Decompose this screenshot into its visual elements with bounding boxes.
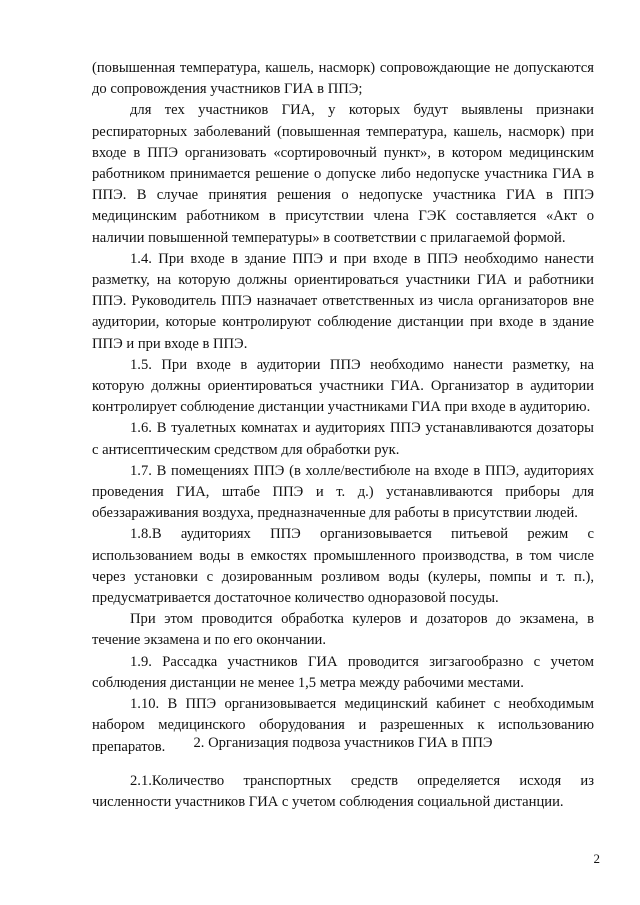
page-number: 2 bbox=[593, 851, 600, 866]
paragraph-2-1: 2.1.Количество транспортных средств определяется исходя из численности участников ГИА с учетом соблюдения социальной дистанции. bbox=[92, 773, 594, 811]
paragraph-1-8: 1.8.В аудиториях ППЭ организовывается питьевой режим с использованием воды в емкостях промышленного производства, в том числе через установки с дозированным розливом воды (кулеры, помпы и т. п.), предусматривается достаточное количество одноразовой посуды. bbox=[92, 526, 594, 607]
paragraph-continuation: (повышенная температура, кашель, насморк) сопровождающие не допускаются до сопровождения участников ГИА в ППЭ; bbox=[92, 60, 594, 98]
paragraph-cooler-processing: При этом проводится обработка кулеров и дозаторов до экзамена, в течение экзамена и по его окончании. bbox=[92, 611, 594, 649]
section-title: 2. Организация подвоза участников ГИА в ППЭ bbox=[193, 735, 493, 751]
body-text bbox=[92, 58, 594, 758]
paragraph-respiratory-sorting: для тех участников ГИА, у которых будут выявлены признаки респираторных заболеваний (повышенная температура, кашель, насморк) при входе в ППЭ организовать «сортировочный пункт», в котором медицинским работником принимается решение о допуске либо недопуске участника ГИА в ППЭ. В случае принятия решения о недопуске участника ГИА в ППЭ медицинским работником в присутствии члена ГЭК составляется «Акт о наличии повышенной температуры» в соответствии с прилагаемой формой. bbox=[92, 102, 594, 246]
paragraph-1-7: 1.7. В помещениях ППЭ (в холле/вестибюле на входе в ППЭ, аудиториях проведения ГИА, штабе ППЭ и т. д.) устанавливаются приборы для обеззараживания воздуха, предназначенные для работы в присутствии людей. bbox=[92, 462, 594, 522]
paragraph-1-4: 1.4. При входе в здание ППЭ и при входе в ППЭ необходимо нанести разметку, на которую должны ориентироваться участники ГИА и работники ППЭ. Руководитель ППЭ назначает ответственных из числа организаторов вне аудитории, которые контролируют соблюдение дистанции при входе в здание ППЭ и при входе в ППЭ. bbox=[92, 250, 594, 352]
paragraph-1-5: 1.5. При входе в аудитории ППЭ необходимо нанести разметку, на которую должны ориентироваться участники ГИА. Организатор в аудитории контролирует соблюдение дистанции участниками ГИА при входе в аудиторию. bbox=[92, 356, 594, 416]
paragraph-1-9: 1.9. Рассадка участников ГИА проводится зигзагообразно с учетом соблюдения дистанции не менее 1,5 метра между рабочими местами. bbox=[92, 653, 594, 691]
paragraph-1-6: 1.6. В туалетных комнатах и аудиториях ППЭ устанавливаются дозаторы с антисептическим средством для обработки рук. bbox=[92, 420, 594, 458]
paragraph-1-10: 1.10. В ППЭ организовывается медицинский кабинет с необходимым набором медицинского оборудования и разрешенных к использованию препаратов. bbox=[92, 696, 594, 755]
